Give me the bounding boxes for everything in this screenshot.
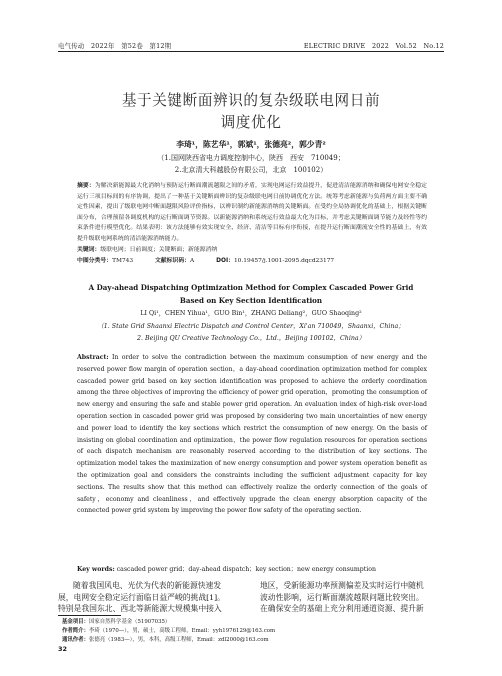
body-line: 展，电网安全稳定运行面临日益严峻的挑战[1]。 [58, 592, 225, 602]
english-authors: LI Qi¹，CHEN Yihua¹，GUO Bin¹，ZHANG Deliang²，GUO Shaoqing² [140, 310, 362, 317]
body-line: 在确保安全的基础上充分利用通道资源、提升新 [260, 604, 424, 613]
chinese-keywords-label: 关键词： [77, 247, 101, 253]
classification-line [77, 255, 427, 264]
chinese-affiliation-2: 2.北京清大科越股份有限公司，北京 100102） [174, 166, 328, 174]
body-column-right [260, 580, 444, 615]
english-affiliation-2: 2. Beijing QU Creative Technology Co.，Ltd.，Beijing 100102，China） [137, 335, 365, 342]
english-affiliation-1: （1. State Grid Shaanxi Electric Dispatch and Control Center，Xi'an 710049，Shaanxi，China； [97, 323, 405, 330]
body-line: 随着我国风电、光伏为代表的新能源快速发 [73, 581, 222, 590]
body-column-left [58, 580, 242, 615]
clc-number: 中图分类号：TM743 [77, 258, 134, 264]
doi: DOI：10.19457/j.1001-2095.dqcd23177 [216, 258, 335, 264]
english-title-line-1: A Day-ahead Dispatching Optimization Method for Complex Cascaded Power Grid [88, 283, 414, 292]
footnote-rule [58, 615, 121, 616]
english-title-line-2: Based on Key Section Identification [179, 296, 323, 305]
header-rule [58, 51, 444, 52]
footnote-corresponding: 通讯作者：张德亮（1983—），男，本科，高级工程师，Email：zdl2000@163.com [62, 637, 269, 643]
english-abstract-label: Abstract: [77, 354, 109, 361]
body-line: 地区，受新能源功率预测偏差及实时运行中随机 [260, 581, 424, 590]
chinese-keywords [77, 244, 427, 253]
chinese-abstract-text: 为解决新能源最大化消纳与预防运行断面潮流越限之间的矛盾，实现电网运行效益提升，促进清洁能源消纳和确保电网安全稳定运行三项目标间的有序协调，提出了一种基于关键断面辨识的复杂级联电网日前协调优化方法。统筹考虑新能源与负荷两方面主要不确定性因素，提出了级联电网中断面越限风险评价指标，以辨识制约新能源消纳的关键断面。在受约全局协调优化的基础上，根据关键断面分布，合理预留各调度机构的运行断面调节资源。以新能源消纳和系统运行效益最大化为目标，并考虑关键断面调节能力及经性等约束条件进行模型优化。结果表明：该方法能够有效实现安全、经济、清洁等目标有序衔接，在提升运行断面潮流安全性的基础上，有效提升级联电网系统的清洁能源消纳能力。 [77, 183, 428, 242]
page-number: 32 [58, 645, 68, 653]
body-line: 波动性影响，运行断面潮流越限问题比较突出。 [260, 592, 424, 602]
english-abstract-text: In order to solve the contradiction between the maximum consumption of new energy and the reserved power flow margin of operation section，a day-ahead coordination optimization method for complex cascaded power grid based on key section identification was proposed to achieve the orderly coordination among the three objectives of improving the efficiency of power grid operation，promoting the consumption of new energy and ensuring the safe and stable power grid operation. An evaluation index of high-risk over-load operation section in cascaded power grid was proposed by considering two main uncertainties of new energy and power load to identify the key sections which restrict the consumption of new energy. On the basis of insisting on global coordination and optimization，the power flow regulation resources for operation sections of each dispatch mechanism are reasonably reserved according to the distribution of key sections. The optimization model takes the maximization of new energy consumption and power system operation benefit as the optimization goal and considers the constraints including the sufficient adjustment capacity for key sections. The results show that this method can effectively realize the orderly connection of the goals of safety，economy and cleanliness，and effectively upgrade the clean energy absorption capacity of the connected power grid system by improving the power flow safety of the operating section. [77, 354, 427, 515]
chinese-affiliation-1: （1.国网陕西省电力调度控制中心，陕西 西安 710049； [157, 154, 345, 162]
running-header-journal-cn: 电气传动 2022年 第52卷 第12期 [58, 42, 172, 50]
english-abstract [77, 352, 427, 517]
chinese-title-line-2: 调度优化 [220, 114, 282, 131]
english-keywords-label: Key words: [77, 566, 115, 573]
body-line: 特别是我国东北、西北等新能源大规模集中接入 [58, 604, 222, 613]
english-keywords-text: cascaded power grid；day-ahead dispatch；key section；new energy consumption [116, 566, 376, 573]
chinese-abstract-label: 摘要： [77, 183, 95, 189]
footnote-author: 作者简介：李琦（1970—），男，硕士，高级工程师，Email：yyh1976129@163.com [62, 628, 276, 634]
document-code: 文献标识码：A [154, 258, 195, 264]
chinese-authors: 李琦¹，陈艺华¹，郭斌¹，张德亮²，郭少青² [176, 140, 326, 149]
english-keywords [77, 564, 427, 573]
chinese-keywords-text: 级联电网；日前调度；关键断面；新能源消纳 [100, 247, 218, 253]
running-header-journal-en: ELECTRIC DRIVE 2022 Vol.52 No.12 [303, 42, 444, 50]
chinese-title-line-1: 基于关键断面辨识的复杂级联电网日前 [121, 92, 381, 109]
footnote-fund: 基金项目：国家自然科学基金（51907035） [62, 619, 171, 625]
chinese-abstract [77, 181, 427, 244]
